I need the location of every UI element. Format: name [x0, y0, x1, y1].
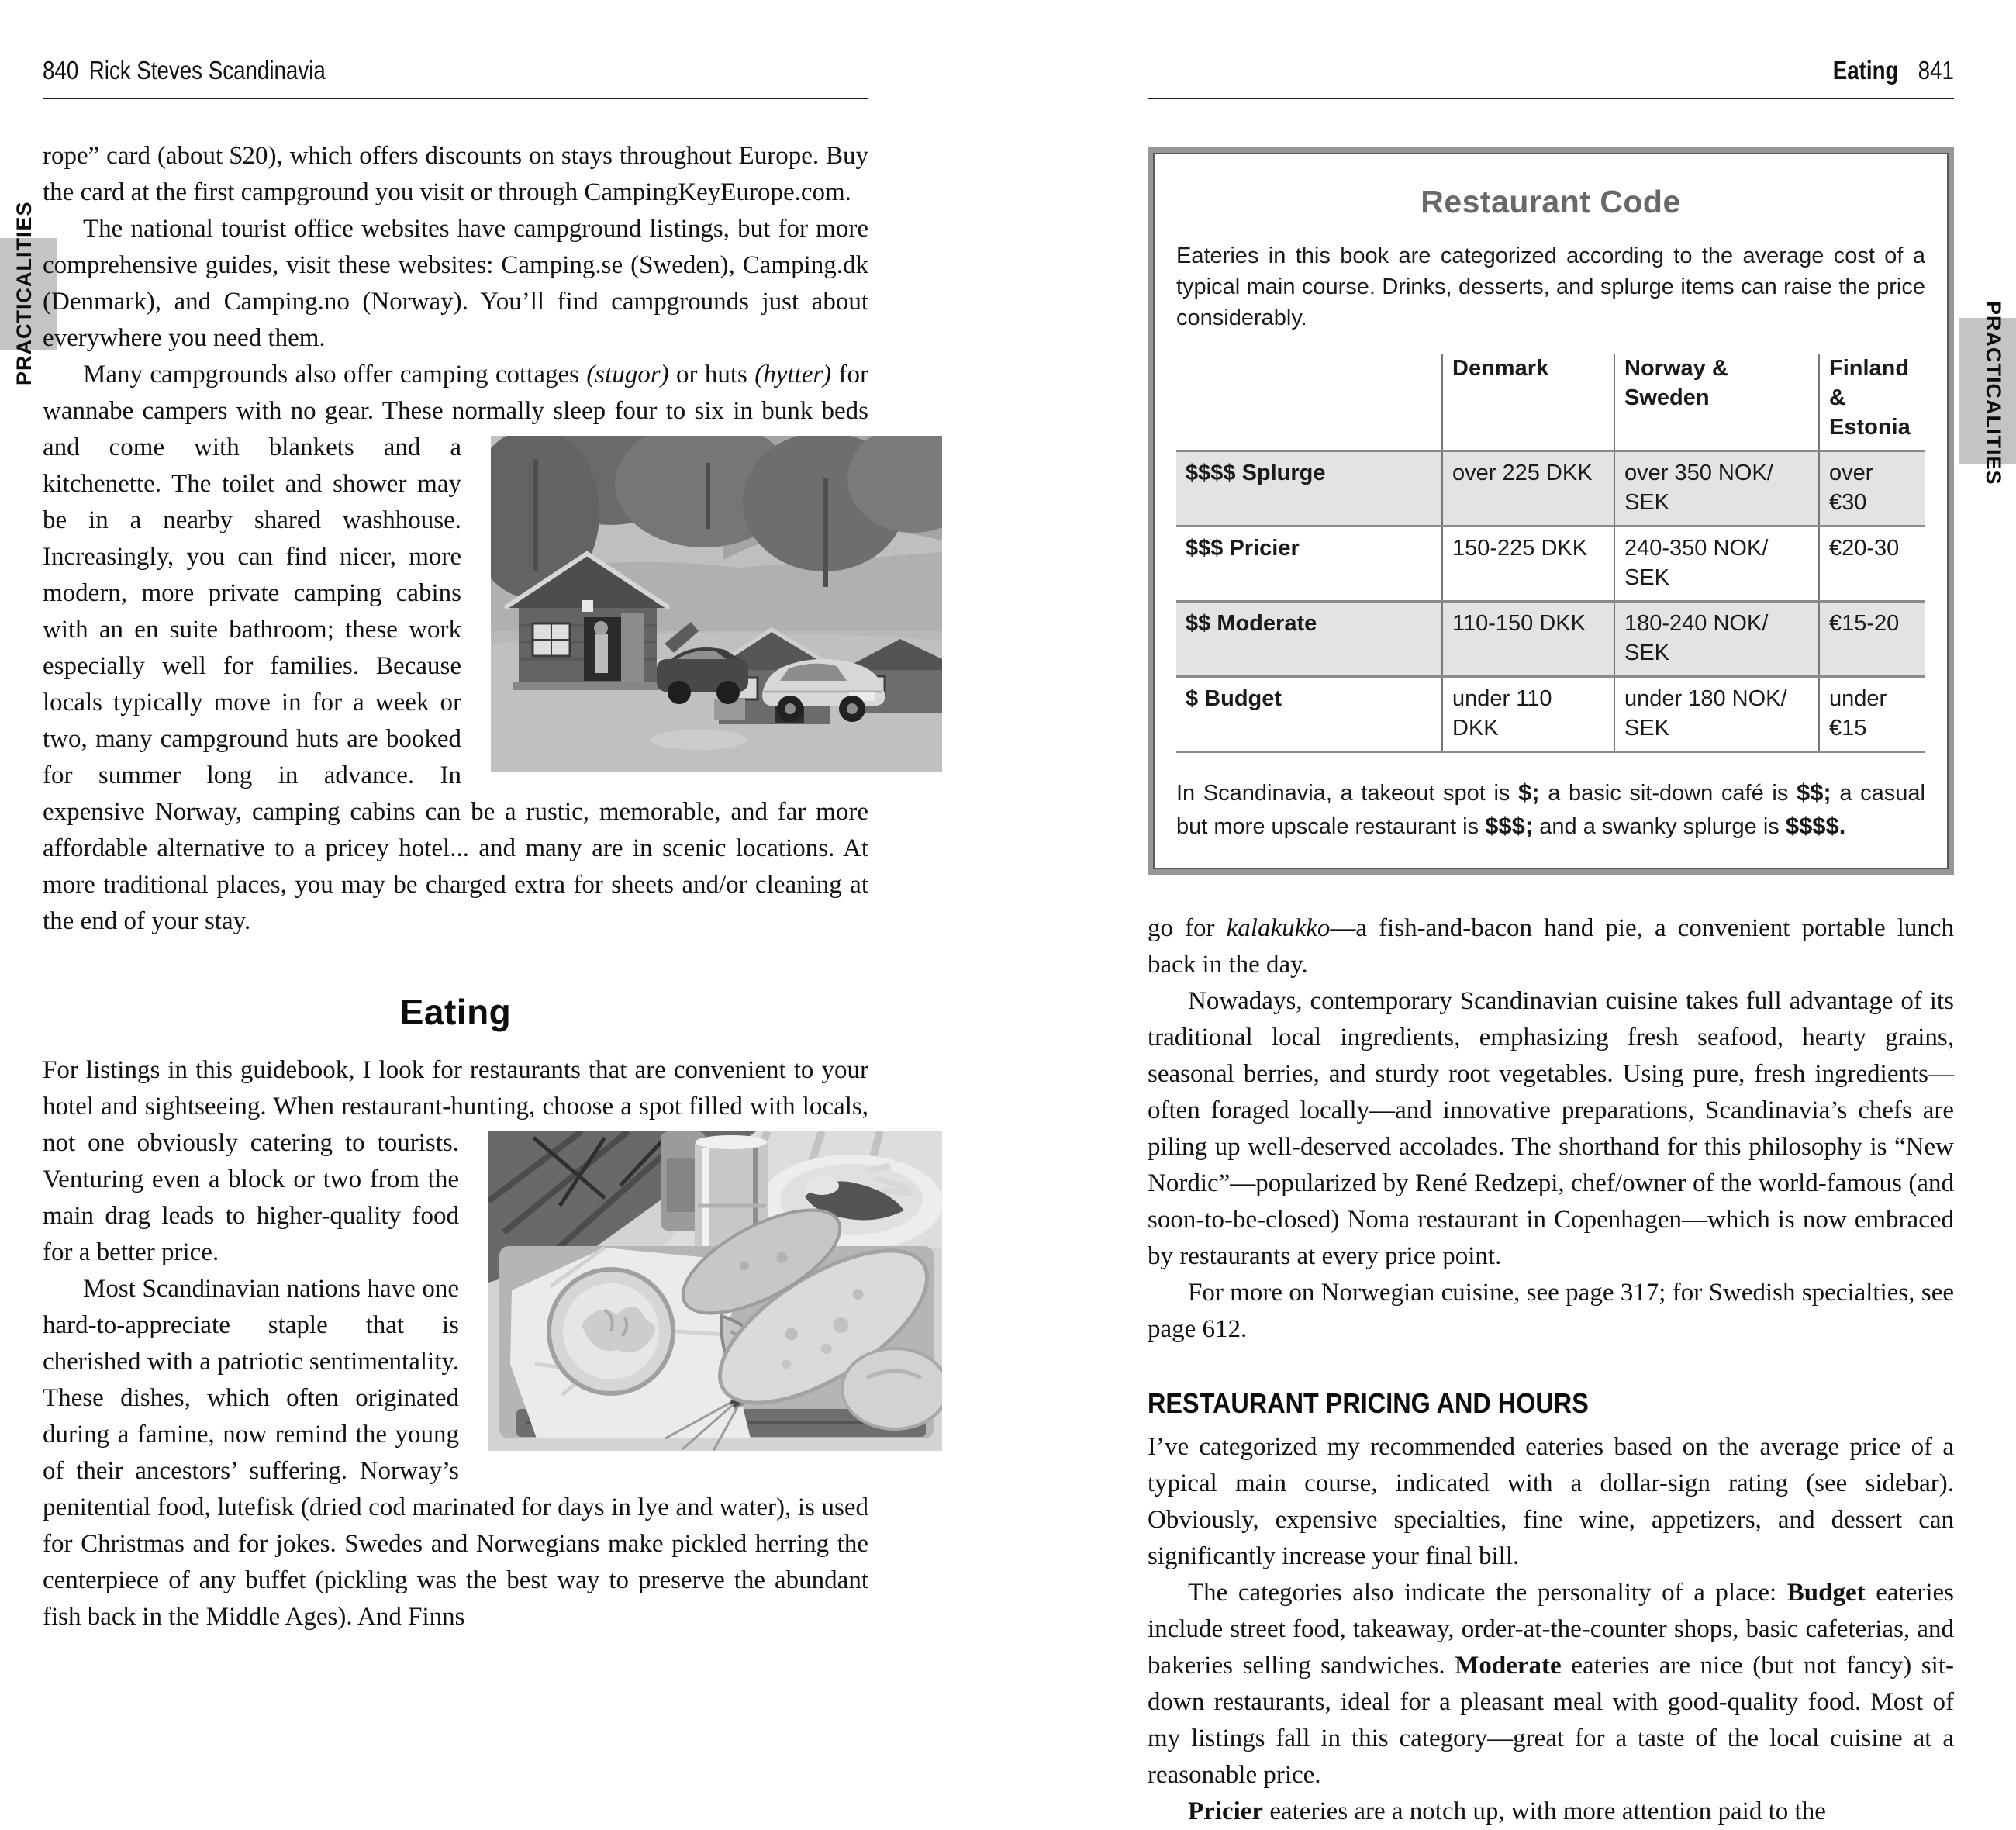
cell-finland-estonia: €15-20 [1829, 611, 1900, 636]
right-running-title: Eating [1832, 56, 1899, 85]
table-row-budget [1176, 677, 1925, 752]
paragraph-text: Most Scandinavian nations have one hard-to-appreciate staple that is cherished with a patriotic sentimentality. These dishes, which often originated during a famine, now remind the young of their ancestors’ suffering. Norway’s penitential food, lutefisk (dried cod marinated for days in lye and water), is used for Christmas and for jokes. Swedes and Norwegians make pickled herring the centerpiece of any buffet (pickling was the best way to preserve the abundant fish back in the Middle Ages). And Finns [43, 1275, 868, 1631]
sidebar-title: Restaurant Code [1421, 184, 1681, 219]
note-text: a casual but more upscale restaurant is [1176, 781, 1925, 839]
sidebar-dollar-note [1176, 776, 1925, 843]
paragraph-text: choose a spot filled with locals, not one obviously catering to tourists. Venturing even a block or two from the main drag leads to higher-quality food for a better price. [43, 1093, 868, 1266]
bold-term-budget: Budget [1786, 1579, 1866, 1607]
paragraph-text: I’ve categorized my recommended eateries based on the average price of a typical main course, indicated with a dollar-sign rating (see sidebar). Obviously, expensive specialties, fine wine, appetizers, and dessert can significantly increase your final bill. [1148, 1433, 1954, 1570]
paragraph-text: eateries are nice (but not fancy) sit-down restaurants, ideal for a pleasant meal with good-quality food. Most of my listings fall in this category—great for a taste of the local cuisine at a reasonable price. [1148, 1652, 1955, 1789]
paragraph-text: The categories also indicate the personality of a place: [1188, 1579, 1787, 1607]
col-header-denmark: Denmark [1442, 354, 1614, 451]
dollar-rating: $$$; [1485, 812, 1534, 839]
cell-finland-estonia: €20-30 [1829, 536, 1900, 561]
eating-section-heading: Eating [399, 992, 512, 1032]
paragraph-restaurant-hunting [43, 1052, 868, 1271]
page-840 [43, 56, 868, 1635]
left-side-tab-label: PRACTICALITIES [12, 201, 36, 385]
row-label: $ Budget [1176, 677, 1442, 752]
paragraph-text: Many campgrounds also offer camping cottages [83, 361, 587, 388]
left-body-text [43, 138, 868, 1635]
paragraph-text: For more on Norwegian cuisine, see page 317; for Swedish specialties, see page 612. [1148, 1279, 1954, 1343]
row-label: $$$$ Splurge [1176, 451, 1442, 527]
cell-denmark: 110-150 DKK [1442, 602, 1614, 677]
right-side-tab-label: PRACTICALITIES [1982, 301, 2005, 485]
note-text: a basic sit-down café is [1539, 781, 1797, 806]
paragraph-text: For listings in this guidebook, I look for restaurants that are convenient to your hotel and sightseeing. When restaurant-hunting, [43, 1056, 868, 1120]
row-label: $$ Moderate [1176, 602, 1442, 677]
cell-denmark: over 225 DKK [1442, 451, 1614, 527]
right-page-number: 841 [1918, 56, 1954, 85]
sidebar-intro: Eateries in this book are categorized according to the average cost of a typical main course. Drinks, desserts, and splurge items can raise the price considerably. [1176, 243, 1925, 330]
restaurant-pricing-heading [1148, 1385, 1954, 1421]
left-running-header [43, 56, 868, 87]
left-running-title: Rick Steves Scandinavia [88, 56, 326, 85]
paragraph-text: rope” card (about $20), which offers discounts on stays throughout Europe. Buy the card at the first campground you visit or through CampingKeyEurope.com. [43, 142, 868, 206]
paragraph-pricier [1148, 1794, 1954, 1830]
camping-cabins-illustration [491, 436, 942, 772]
paragraph-category-personality [1148, 1575, 1954, 1794]
page-841 [1148, 56, 1954, 1830]
dollar-rating: $; [1518, 779, 1540, 806]
paragraph-text: go for [1148, 914, 1227, 942]
cell-denmark: 150-225 DKK [1442, 527, 1614, 602]
paragraph-text: Nowadays, contemporary Scandinavian cuisine takes full advantage of its traditional local ingredients, emphasizing fresh seafood, hearty grains, seasonal berries, and sturdy root vegetables. Using pure, fresh ingredients—often foraged locally—and innovative preparations, Scandinavia’s chefs are piling up well-deserved accolades. The shorthand for this philosophy is “New Nordic”—popularized by René Redzepi, chef/owner of the world-famous (and soon-to-be-closed) Noma restaurant in Copenhagen—which is now embraced by restaurants at every price point. [1148, 987, 1954, 1270]
dollar-rating: $$$$. [1785, 812, 1846, 839]
cell-norway-sweden: over 350 NOK/ SEK [1614, 451, 1819, 527]
bold-term-moderate: Moderate [1455, 1652, 1562, 1680]
paragraph-tourist-office [43, 211, 868, 357]
paragraph-kalakukko [1148, 910, 1954, 983]
cell-denmark: under 110 DKK [1442, 677, 1614, 752]
cell-finland-estonia: under €15 [1829, 686, 1887, 741]
seafood-lunch-illustration [488, 1131, 942, 1451]
paragraph-text: eateries are a notch up, with more attention paid to the [1263, 1797, 1826, 1825]
paragraph-camping-card [43, 138, 868, 211]
right-body-text [1148, 910, 1954, 1830]
bold-term-pricier: Pricier [1188, 1797, 1264, 1825]
dollar-rating: $$; [1796, 779, 1831, 806]
note-text: and a swanky splurge is [1533, 814, 1786, 839]
heading-text: RESTAURANT PRICING AND HOURS [1148, 1387, 1589, 1419]
cell-norway-sweden: 180-240 NOK/ SEK [1614, 602, 1819, 677]
cell-norway-sweden: 240-350 NOK/ SEK [1614, 527, 1819, 602]
right-running-header [1148, 56, 1954, 87]
cell-finland-estonia: over €30 [1829, 461, 1873, 515]
paragraph-text: —a fish-and-bacon hand pie, a convenient portable lunch back in the day. [1148, 914, 1955, 979]
price-table-header-row [1176, 354, 1925, 451]
seafood-lunch-photo [488, 1131, 942, 1451]
col-header-norway-sweden: Norway & Sweden [1614, 354, 1819, 451]
paragraph-text: for wannabe campers with no gear. These normally [43, 361, 869, 425]
paragraph-text: eateries include street food, takeaway, order-at-the-counter shops, basic cafeterias, and bakeries selling sandwiches. [1148, 1579, 1954, 1680]
table-row-splurge [1176, 451, 1925, 527]
left-page-number: 840 [43, 56, 79, 85]
cell-norway-sweden: under 180 NOK/ SEK [1614, 677, 1819, 752]
paragraph-text: or huts [668, 361, 755, 388]
paragraph-text: sleep four to six in bunk beds and come with blankets and a kitchenette. The toilet and shower may be in a nearby shared washhouse. Increasingly, you can find nicer, more modern, more private camping cabins with an en suite bathroom; these work especially well for families. Because locals typically move in for a week or two, many campground huts are booked for summer long in advance. In expensive Norway, camping cabins can be a rustic, memorable, and far more affordable alternative to a pricey hotel... and many are in scenic locations. At more traditional places, you may be charged extra for sheets and/or cleaning at the end of your stay. [43, 397, 869, 935]
paragraph-new-nordic [1148, 983, 1954, 1275]
table-row-pricier [1176, 527, 1925, 602]
restaurant-code-sidebar [1148, 147, 1954, 875]
note-text: In Scandinavia, a takeout spot is [1176, 781, 1519, 806]
table-row-moderate [1176, 602, 1925, 677]
right-header-rule [1148, 98, 1954, 99]
italic-term-stugor: (stugor) [586, 361, 669, 388]
paragraph-cross-references [1148, 1275, 1954, 1348]
col-header-finland-estonia: Finland & Estonia [1829, 356, 1911, 440]
left-header-rule [43, 98, 868, 99]
camping-cabins-photo [491, 436, 942, 772]
paragraph-categorized-eateries [1148, 1429, 1954, 1575]
corner-cell [1176, 354, 1442, 451]
price-table [1176, 354, 1925, 753]
paragraph-text: The national tourist office websites have campground listings, but for more comprehensive guides, visit these websites: Camping.se (Sweden), Camping.dk (Denmark), and Camping.no (Norway). You’ll find campgrounds just about everywhere you need them. [43, 215, 868, 352]
italic-term-kalakukko: kalakukko [1226, 914, 1331, 942]
italic-term-hytter: (hytter) [754, 361, 832, 388]
row-label: $$$ Pricier [1176, 527, 1442, 602]
paragraph-camping-cottages [43, 357, 868, 940]
